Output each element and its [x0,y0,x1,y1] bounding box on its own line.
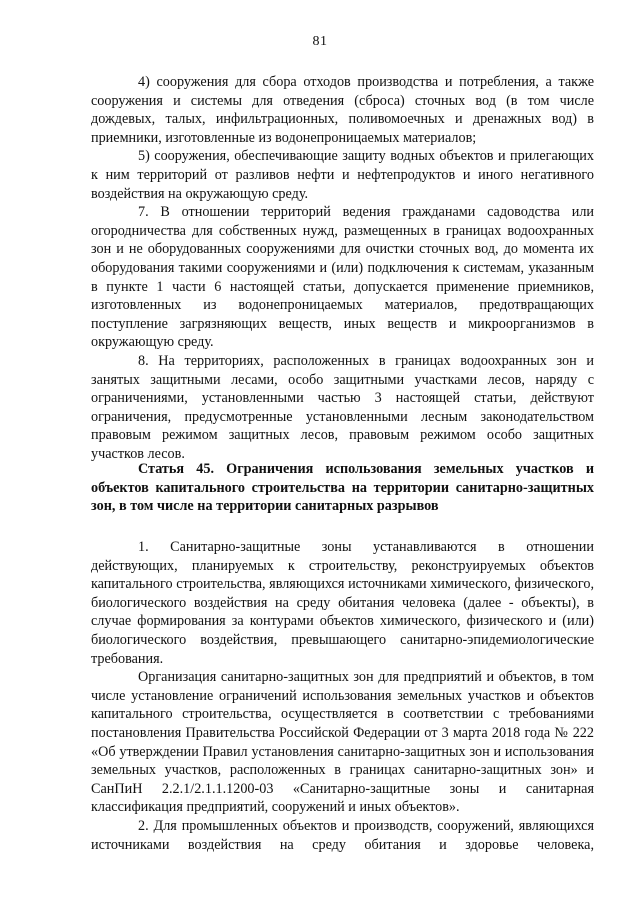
paragraph-article45-point-2: 2. Для промышленных объектов и производств, сооружений, являющихся источниками воздействия на среду обитания и здоровье человека, [91,817,594,853]
page-number: 81 [312,34,328,49]
paragraph-article45-point-1: 1. Санитарно-защитные зоны устанавливаются в отношении действующих, планируемых к строительству, реконструируемых объектов капитального строительства, являющихся источниками химического, физического, биологического воздействия на среду обитания человека (далее - объекты), в случае формирования за контурами объектов химического, физического и (или) биологического воздействия, превышающего санитарно-эпидемиологические требования. [91,539,594,667]
paragraph-article45-organization: Организация санитарно-защитных зон для предприятий и объектов, в том числе установление ограничений использования земельных участков и объектов капитального строительства, осуществляется в соответствии с требованиями постановления Правительства Российской Федерации от 3 марта 2018 года № 222 «Об утверждении Правил установления санитарно-защитных зон и использования земельных участков, расположенных в границах санитарно-защитных зон» и СанПиН 2.2.1/2.1.1.1200-03 «Санитарно-защитные зоны и санитарная классификация предприятий, сооружений и иных объектов». [91,669,594,816]
text-block-top [91,73,594,463]
text-block-bottom [91,538,594,854]
paragraph-point-8: 8. На территориях, расположенных в границах водоохранных зон и занятых защитными лесами, особо защитными участками лесов, наряду с ограничениями, установленными частью 3 настоящей статьи, действуют ограничения, предусмотренные установленными лесным законодательством правовым режимом защитных лесов, правовым режимом особо защитных участков лесов. [91,352,594,462]
paragraph-item-4: 4) сооружения для сбора отходов производства и потребления, а также сооружения и системы для отведения (сброса) сточных вод (в том числе дождевых, талых, инфильтрационных, поливомоечных и дренажных вод) в приемники, изготовленные из водонепроницаемых материалов; [91,74,594,146]
paragraph-item-5: 5) сооружения, обеспечивающие защиту водных объектов и прилегающих к ним территорий от разливов нефти и нефтепродуктов и иного негативного воздействия на окружающую среду. [91,148,594,202]
paragraph-point-7: 7. В отношении территорий ведения гражданами садоводства или огородничества для собственных нужд, размещенных в границах водоохранных зон и не оборудованных сооружениями для очистки сточных вод, до момента их оборудования такими сооружениями и (или) подключения к системам, указанным в пункте 1 части 6 настоящей статьи, допускается применение приемников, изготовленных из водонепроницаемых материалов, предотвращающих поступление загрязняющих веществ, иных веществ и микроорганизмов в окружающую среду. [91,204,594,351]
article-heading: Статья 45. Ограничения использования земельных участков и объектов капитального строительства на территории санитарно-защитных зон, в том числе на территории санитарных разрывов [91,461,594,515]
